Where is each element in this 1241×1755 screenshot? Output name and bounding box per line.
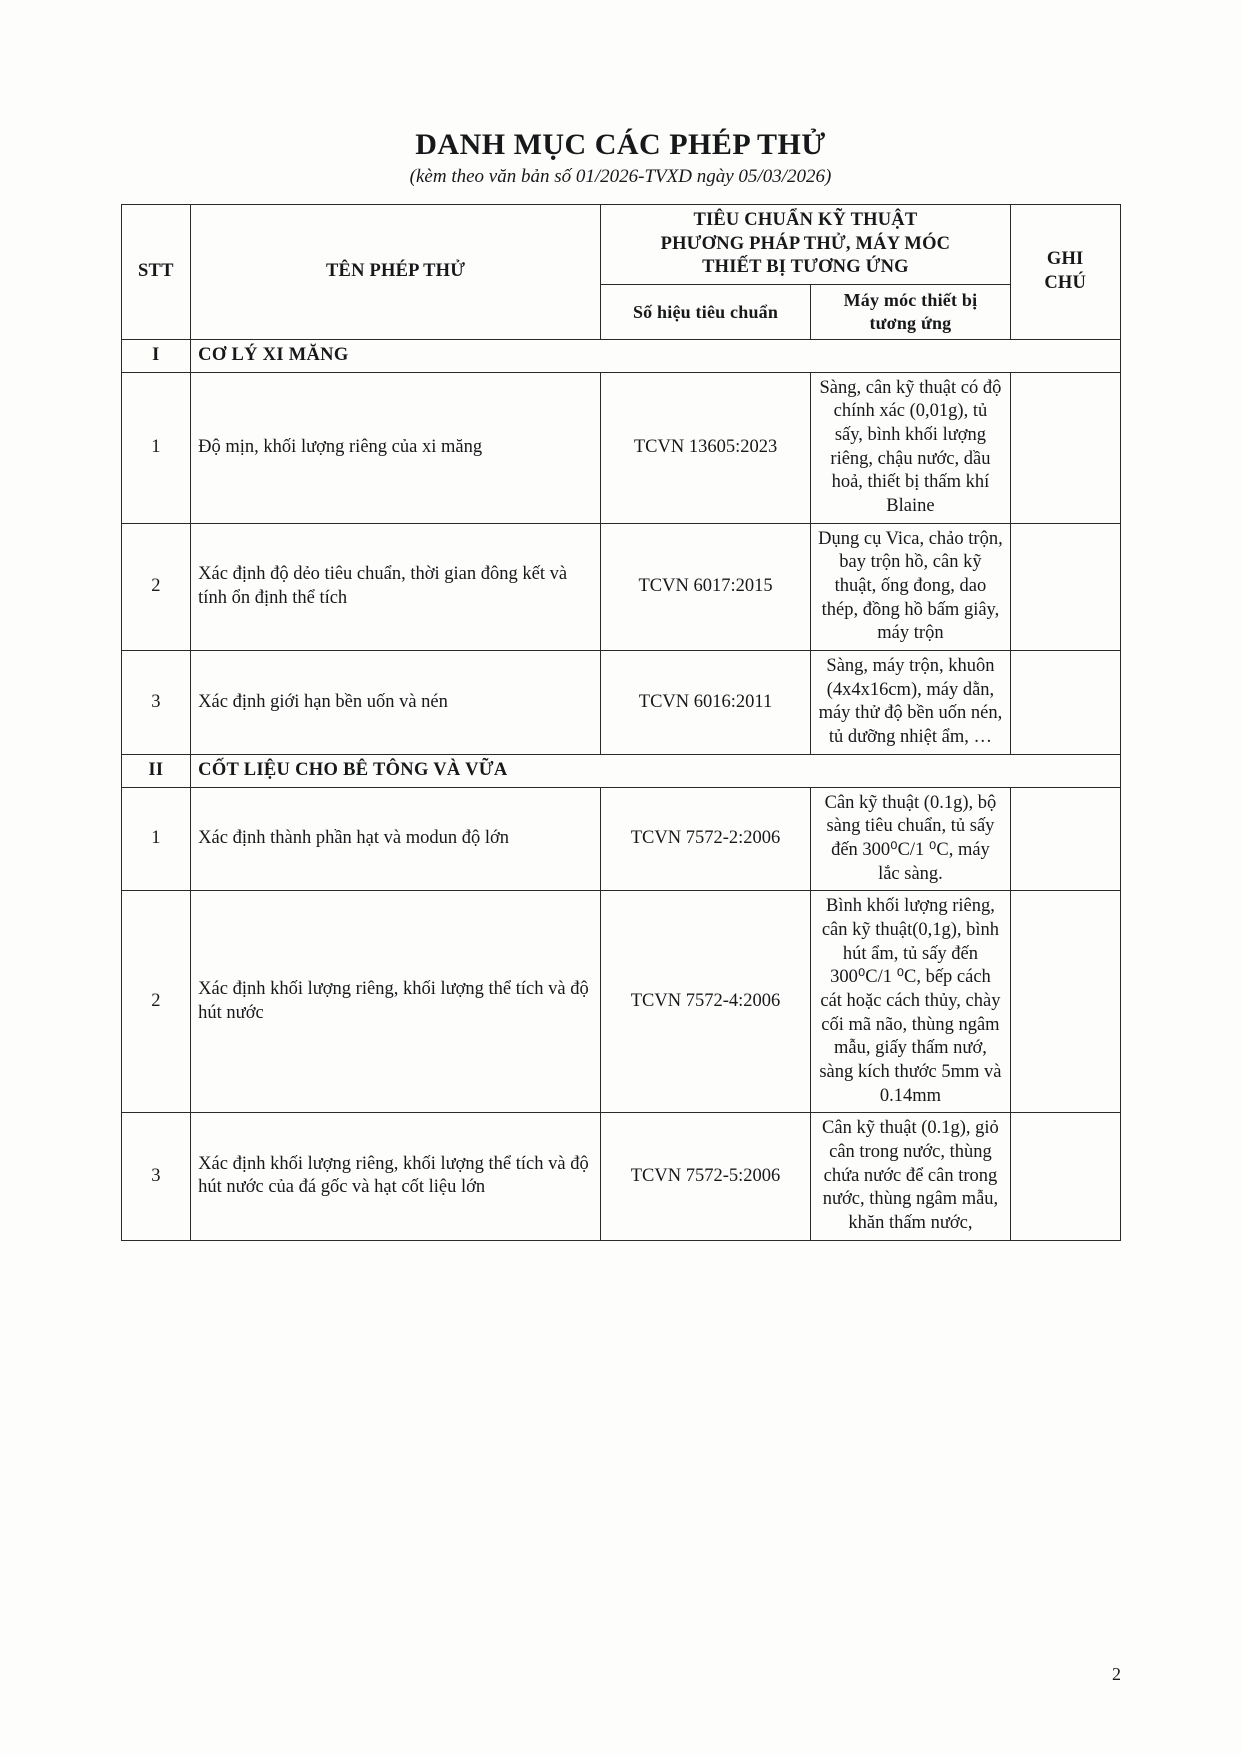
row-standard: TCVN 6017:2015 [601, 523, 811, 650]
row-standard: TCVN 13605:2023 [601, 372, 811, 523]
row-standard: TCVN 7572-4:2006 [601, 891, 811, 1113]
row-test-name: Xác định khối lượng riêng, khối lượng thể tích và độ hút nước [191, 891, 601, 1113]
table-row [121, 787, 1120, 891]
header-equipment: Máy móc thiết bị tương ứng [811, 285, 1011, 340]
row-stt: 2 [121, 891, 191, 1113]
table-body [121, 340, 1120, 1241]
row-note [1010, 523, 1120, 650]
row-stt: 1 [121, 372, 191, 523]
row-stt: 3 [121, 651, 191, 755]
row-standard: TCVN 7572-2:2006 [601, 787, 811, 891]
row-equipment: Sàng, cân kỹ thuật có độ chính xác (0,01g), tủ sấy, bình khối lượng riêng, chậu nước, dầu hoả, thiết bị thấm khí Blaine [811, 372, 1011, 523]
table-header [121, 205, 1120, 340]
table-row [121, 1113, 1120, 1240]
header-note-line2: CHÚ [1044, 273, 1087, 294]
header-test-name: TÊN PHÉP THỬ [191, 205, 601, 340]
header-standard-group-line2: PHƯƠNG PHÁP THỬ, MÁY MÓC [660, 233, 951, 254]
section-title: CỐT LIỆU CHO BÊ TÔNG VÀ VỮA [191, 754, 1120, 787]
page-title: DANH MỤC CÁC PHÉP THỬ [415, 128, 826, 161]
page-subtitle: (kèm theo văn bản số 01/2026-TVXD ngày 05/03/2026) [409, 166, 832, 187]
row-equipment: Bình khối lượng riêng, cân kỹ thuật(0,1g), bình hút ẩm, tủ sấy đến 300⁰C/1 ⁰C, bếp cách cát hoặc cách thủy, chày cối mã não, thùng ngâm mẫu, giấy thấm nướ, sàng kích thước 5mm và 0.14mm [811, 891, 1011, 1113]
section-title: CƠ LÝ XI MĂNG [191, 340, 1120, 373]
row-stt: 2 [121, 523, 191, 650]
row-test-name: Độ mịn, khối lượng riêng của xi măng [191, 372, 601, 523]
row-test-name: Xác định giới hạn bền uốn và nén [191, 651, 601, 755]
row-stt: 1 [121, 787, 191, 891]
row-test-name: Xác định độ dẻo tiêu chuẩn, thời gian đông kết và tính ổn định thể tích [191, 523, 601, 650]
row-equipment: Dụng cụ Vica, chảo trộn, bay trộn hồ, cân kỹ thuật, ống đong, dao thép, đồng hồ bấm giây, máy trộn [811, 523, 1011, 650]
header-note [1010, 205, 1120, 340]
header-stt: STT [121, 205, 191, 340]
table-row [121, 372, 1120, 523]
test-list-table [121, 204, 1121, 1241]
row-standard: TCVN 7572-5:2006 [601, 1113, 811, 1240]
table-row [121, 523, 1120, 650]
row-note [1010, 1113, 1120, 1240]
table-row [121, 651, 1120, 755]
row-note [1010, 787, 1120, 891]
row-equipment: Cân kỹ thuật (0.1g), giỏ cân trong nước, thùng chứa nước để cân trong nước, thùng ngâm mẫu, khăn thấm nước, [811, 1113, 1011, 1240]
row-note [1010, 891, 1120, 1113]
page-number: 2 [1112, 1664, 1121, 1684]
header-standard-code: Số hiệu tiêu chuẩn [601, 285, 811, 340]
header-standard-group-line1: TIÊU CHUẨN KỸ THUẬT [693, 210, 918, 230]
row-note [1010, 651, 1120, 755]
row-note [1010, 372, 1120, 523]
row-standard: TCVN 6016:2011 [601, 651, 811, 755]
section-row [121, 340, 1120, 373]
header-note-line1: GHI [1046, 249, 1084, 270]
table-row [121, 891, 1120, 1113]
row-stt: 3 [121, 1113, 191, 1240]
row-test-name: Xác định khối lượng riêng, khối lượng thể tích và độ hút nước của đá gốc và hạt cốt liệu lớn [191, 1113, 601, 1240]
header-standard-group [601, 205, 1011, 285]
row-equipment: Cân kỹ thuật (0.1g), bộ sàng tiêu chuẩn, tủ sấy đến 300⁰C/1 ⁰C, máy lắc sàng. [811, 787, 1011, 891]
header-standard-group-line3: THIẾT BỊ TƯƠNG ỨNG [702, 257, 909, 278]
section-numeral: I [121, 340, 191, 373]
row-equipment: Sàng, máy trộn, khuôn (4x4x16cm), máy dằn, máy thử độ bền uốn nén, tủ dưỡng nhiệt ẩm, … [811, 651, 1011, 755]
row-test-name: Xác định thành phần hạt và modun độ lớn [191, 787, 601, 891]
section-numeral: II [121, 754, 191, 787]
section-row [121, 754, 1120, 787]
